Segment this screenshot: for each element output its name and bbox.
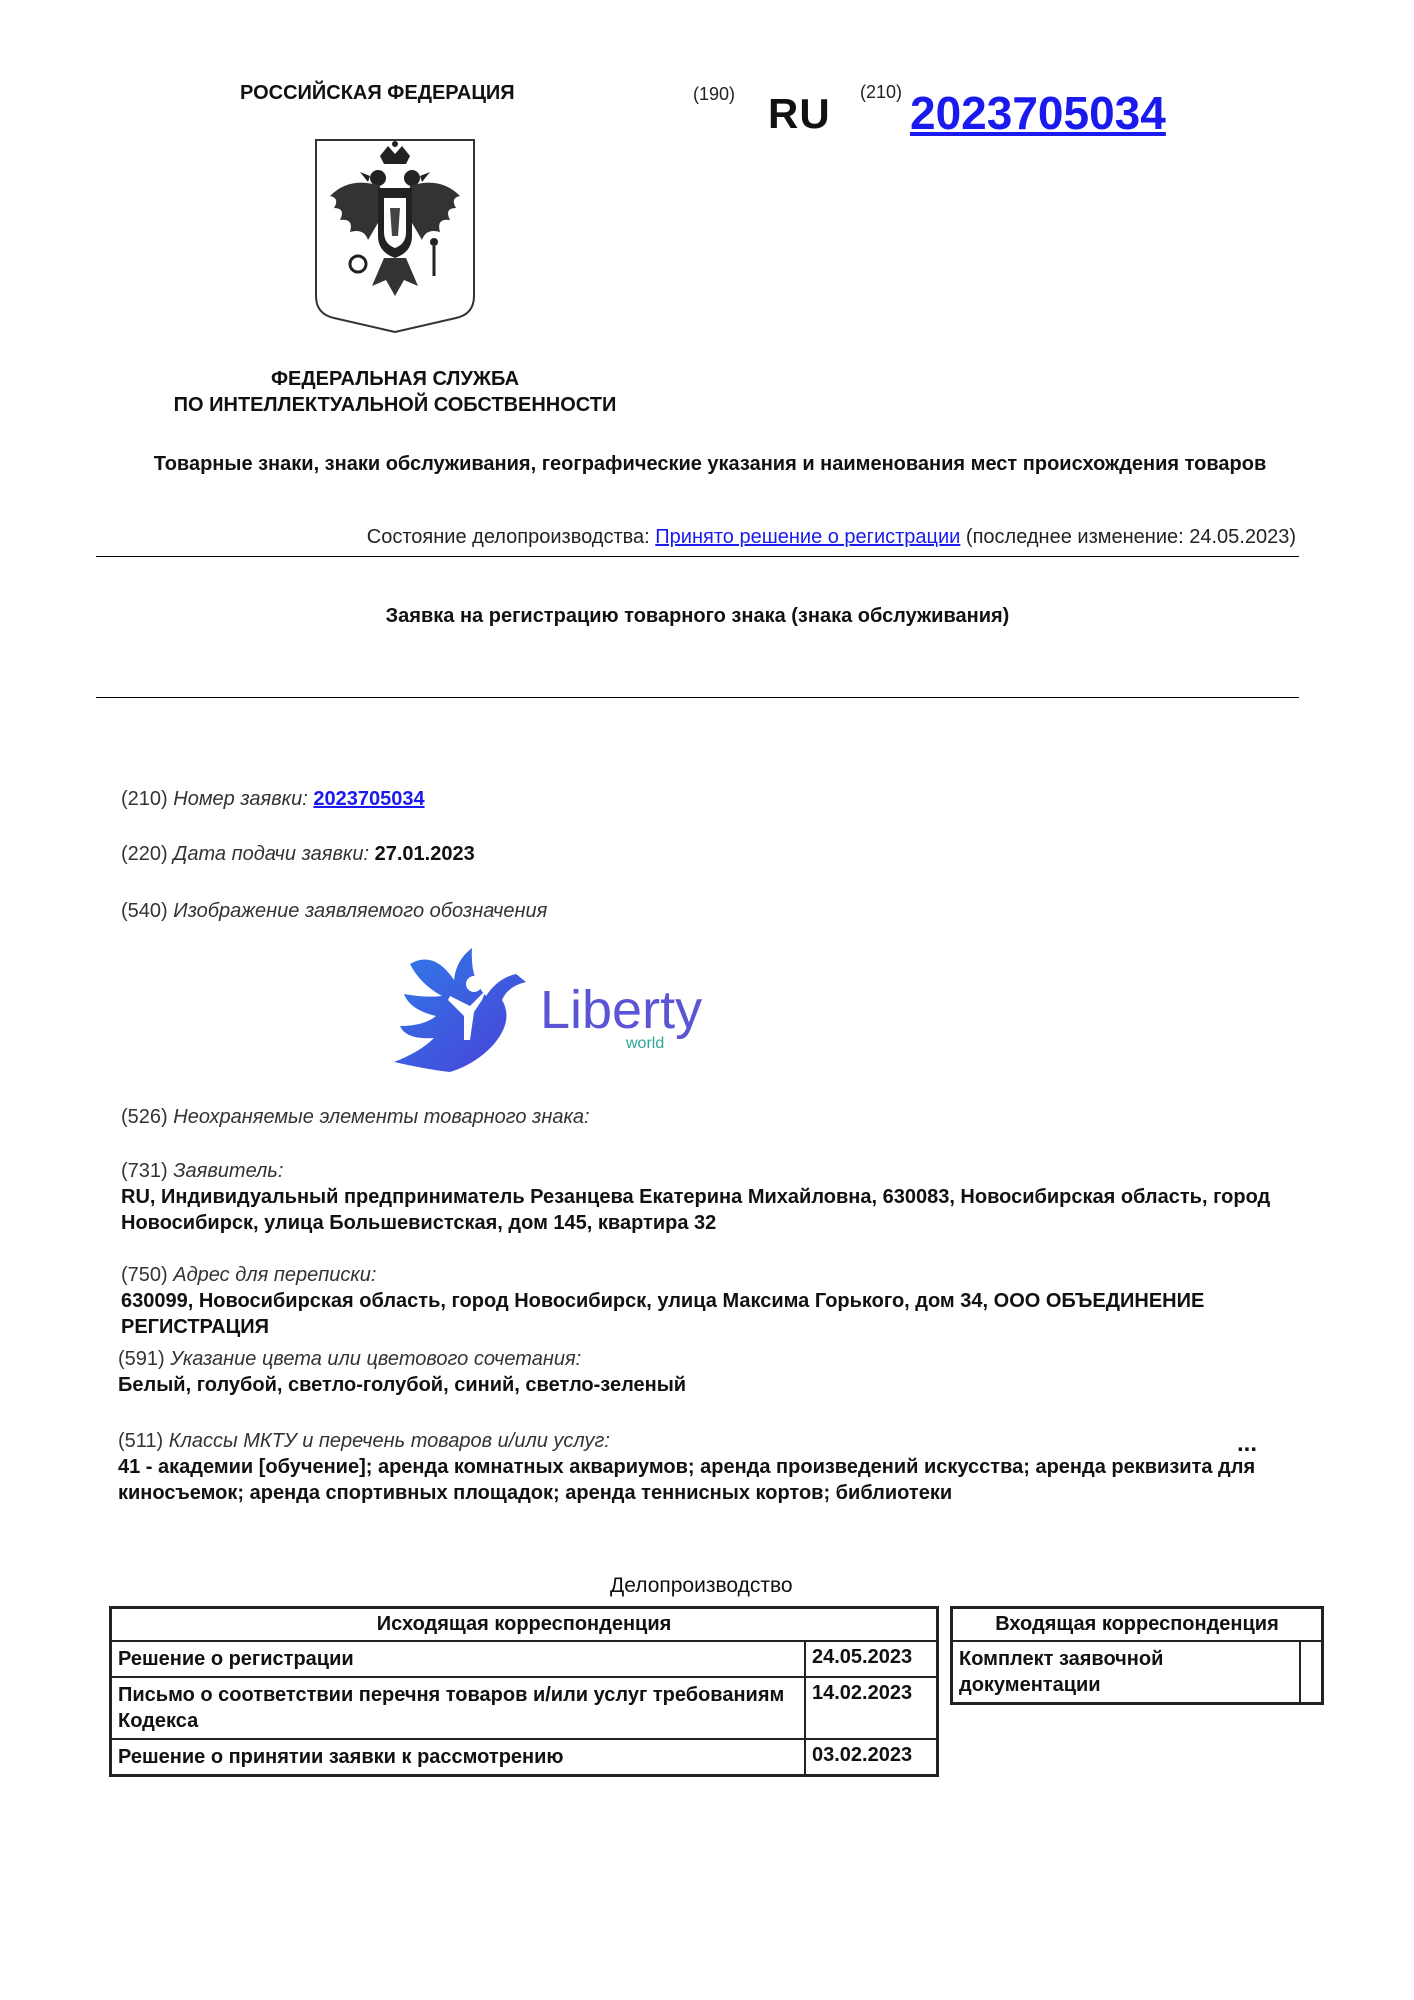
- country-name: РОССИЙСКАЯ ФЕДЕРАЦИЯ: [240, 82, 515, 104]
- status-prefix: Состояние делопроизводства:: [366, 526, 650, 548]
- field-label: Изображение заявляемого обозначения: [173, 900, 548, 922]
- row-date: 03.02.2023: [805, 1739, 938, 1776]
- field-correspondence-address: [121, 1262, 1271, 1340]
- inid-code: (511): [118, 1430, 164, 1452]
- field-mark-image: [121, 898, 547, 924]
- divider-bottom: [96, 697, 1299, 698]
- outgoing-header: Исходящая корреспонденция: [111, 1608, 938, 1642]
- field-unprotected-elements: [121, 1104, 590, 1130]
- proceedings-status: [96, 526, 1296, 549]
- field-colors: [118, 1346, 1268, 1398]
- row-date: 14.02.2023: [805, 1677, 938, 1739]
- classes-value: 41 - академии [обучение]; аренда комнатных аквариумов; аренда произведений искусства; аренда реквизита для киносъемок; аренда спортивных площадок; аренда теннисных кортов; библиотеки: [118, 1456, 1256, 1504]
- field-label: Номер заявки:: [173, 788, 308, 810]
- agency-line-1: ФЕДЕРАЛЬНАЯ СЛУЖБА: [270, 368, 520, 390]
- application-title: Заявка на регистрацию товарного знака (знака обслуживания): [385, 605, 1010, 627]
- outgoing-correspondence-table: [109, 1606, 939, 1777]
- inid-code: (750): [121, 1264, 168, 1286]
- inid-code: (591): [118, 1348, 165, 1370]
- field-label: Неохраняемые элементы товарного знака:: [173, 1106, 590, 1128]
- table-row: [111, 1677, 938, 1739]
- logo-subword: world: [626, 1035, 665, 1052]
- address-value: 630099, Новосибирская область, город Новосибирск, улица Максима Горького, дом 34, ООО ОБЪЕДИНЕНИЕ РЕГИСТРАЦИЯ: [121, 1290, 1205, 1338]
- inid-code: (540): [121, 900, 168, 922]
- field-applicant: [121, 1158, 1271, 1236]
- logo-wordmark: Liberty: [540, 980, 703, 1040]
- applicant-value: RU, Индивидуальный предприниматель Резанцева Екатерина Михайловна, 630083, Новосибирская область, город Новосибирск, улица Большевистская, дом 145, квартира 32: [121, 1186, 1271, 1234]
- inid-code: (220): [121, 843, 168, 865]
- document-category: Товарные знаки, знаки обслуживания, географические указания и наименования мест происхождения товаров: [153, 453, 1267, 475]
- row-date: 24.05.2023: [805, 1641, 938, 1677]
- filing-date-value: 27.01.2023: [374, 843, 475, 865]
- agency-name: [140, 366, 650, 418]
- field-label: Адрес для переписки:: [173, 1264, 377, 1286]
- table-row: [111, 1739, 938, 1776]
- field-application-number: [121, 786, 425, 812]
- row-description: Комплект заявочной документации: [952, 1641, 1301, 1704]
- field-nice-classes: [118, 1428, 1258, 1506]
- agency-line-2: ПО ИНТЕЛЛЕКТУАЛЬНОЙ СОБСТВЕННОСТИ: [173, 394, 617, 416]
- field-filing-date: [121, 841, 475, 867]
- inid-code: (731): [121, 1160, 168, 1182]
- field-label: Заявитель:: [173, 1160, 284, 1182]
- row-description: Письмо о соответствии перечня товаров и/или услуг требованиям Кодекса: [111, 1677, 806, 1739]
- inid-code-210: (210): [860, 82, 903, 102]
- country-code: RU: [768, 90, 831, 137]
- field-label: Дата подачи заявки:: [173, 843, 370, 865]
- status-link[interactable]: Принято решение о регистрации: [655, 526, 961, 548]
- inid-code: (210): [121, 788, 168, 810]
- divider-top: [96, 556, 1299, 557]
- row-description: Решение о регистрации: [111, 1641, 806, 1677]
- table-row: [952, 1641, 1323, 1704]
- registration-number-link[interactable]: 2023705034: [910, 87, 1166, 139]
- russian-coat-of-arms-emblem-icon: [310, 136, 480, 336]
- row-empty-cell: [1300, 1641, 1323, 1704]
- inid-code-190: (190): [693, 84, 736, 104]
- field-label: Указание цвета или цветового сочетания:: [170, 1348, 582, 1370]
- field-label: Классы МКТУ и перечень товаров и/или услуг:: [168, 1430, 610, 1452]
- table-row: [111, 1641, 938, 1677]
- inid-code: (526): [121, 1106, 168, 1128]
- colors-value: Белый, голубой, светло-голубой, синий, светло-зеленый: [118, 1374, 687, 1396]
- expand-more-button[interactable]: ...: [1237, 1430, 1258, 1457]
- status-suffix: (последнее изменение: 24.05.2023): [965, 526, 1296, 548]
- row-description: Решение о принятии заявки к рассмотрению: [111, 1739, 806, 1776]
- application-number-link[interactable]: 2023705034: [313, 788, 425, 810]
- liberty-world-logo-icon: [390, 940, 720, 1072]
- incoming-correspondence-table: [950, 1606, 1324, 1705]
- incoming-header: Входящая корреспонденция: [952, 1608, 1323, 1642]
- proceedings-title: Делопроизводство: [610, 1574, 793, 1597]
